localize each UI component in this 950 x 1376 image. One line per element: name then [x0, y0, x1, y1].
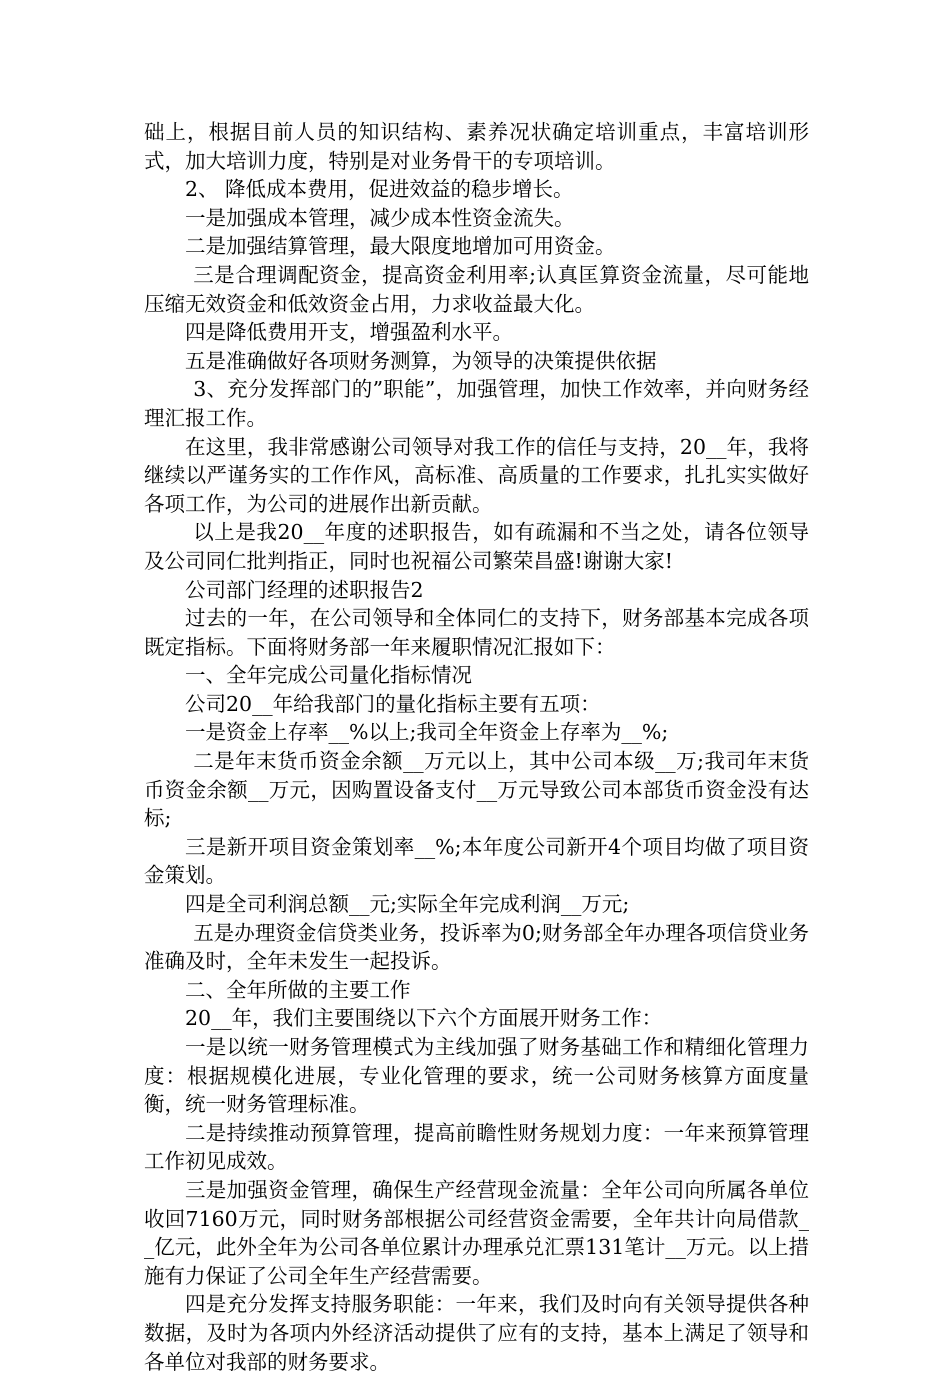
paragraph-six-aspects: 20__年，我们主要围绕以下六个方面展开财务工作： [185, 1006, 663, 1031]
paragraph-gratitude: 在这里，我非常感谢公司领导对我工作的信任与支持，20__年，我将继续以严谨务实的工作作风，高标准、高质量的工作要求，扎扎实实做好各项工作，为公司的进展作出新贡献。 [144, 434, 809, 516]
section-title-report-2: 公司部门经理的述职报告2 [185, 577, 424, 602]
paragraph-work-3: 三是加强资金管理，确保生产经营现金流量：全年公司向所属各单位收回7160万元，同时财务部根据公司经营资金需要，全年共计向局借款__亿元，此外全年为公司各单位累计办理承兑汇票131笔计__万元。以上措施有力保证了公司全年生产经营需要。 [144, 1177, 809, 1288]
paragraph-settlement-management: 二是加强结算管理，最大限度地增加可用资金。 [185, 234, 616, 259]
paragraph-indicator-2: 二是年末货币资金余额__万元以上，其中公司本级__万;我司年末货币资金余额__万元，因购置设备支付__万元导致公司本部货币资金没有达标; [144, 749, 809, 831]
paragraph-training-focus: 础上，根据目前人员的知识结构、素养况状确定培训重点，丰富培训形式，加大培训力度，特别是对业务骨干的专项培训。 [144, 120, 809, 173]
paragraph-intro: 过去的一年，在公司领导和全体同仁的支持下，财务部基本完成各项既定指标。下面将财务部一年来履职情况汇报如下： [144, 606, 809, 659]
paragraph-cost-management: 一是加强成本管理，减少成本性资金流失。 [185, 205, 575, 230]
paragraph-cost-reduction-heading: 2、 降低成本费用，促进效益的稳步增长。 [185, 177, 574, 202]
paragraph-indicator-3: 三是新开项目资金策划率__%;本年度公司新开4个项目均做了项目资金策划。 [144, 834, 809, 888]
paragraph-fund-allocation: 三是合理调配资金，提高资金利用率;认真匡算资金流量，尽可能地压缩无效资金和低效资金占用，力求收益最大化。 [144, 262, 809, 316]
paragraph-work-1: 一是以统一财务管理模式为主线加强了财务基础工作和精细化管理力度：根据规模化进展，专业化管理的要求，统一公司财务核算方面度量衡，统一财务管理标准。 [144, 1035, 809, 1117]
heading-main-work: 二、全年所做的主要工作 [185, 977, 411, 1002]
heading-quantitative-indicators: 一、全年完成公司量化指标情况 [185, 663, 472, 688]
paragraph-department-function: 3、充分发挥部门的”职能”，加强管理，加快工作效率，并向财务经理汇报工作。 [144, 377, 809, 430]
paragraph-work-2: 二是持续推动预算管理，提高前瞻性财务规划力度：一年来预算管理工作初见成效。 [144, 1120, 809, 1174]
paragraph-financial-forecast: 五是准确做好各项财务测算，为领导的决策提供依据 [185, 348, 657, 373]
paragraph-indicator-1: 一是资金上存率__%以上;我司全年资金上存率为__%; [185, 720, 669, 745]
paragraph-five-indicators: 公司20__年给我部门的量化指标主要有五项： [185, 691, 601, 716]
document-body [144, 118, 809, 1376]
paragraph-work-4: 四是充分发挥支持服务职能：一年来，我们及时向有关领导提供各种数据，及时为各项内外经济活动提供了应有的支持，基本上满足了领导和各单位对我部的财务要求。 [144, 1292, 809, 1374]
paragraph-closing: 以上是我20__年度的述职报告，如有疏漏和不当之处，请各位领导及公司同仁批判指正，同时也祝福公司繁荣昌盛!谢谢大家! [144, 520, 809, 573]
paragraph-expense-reduction: 四是降低费用开支，增强盈利水平。 [185, 320, 513, 345]
paragraph-indicator-5: 五是办理资金信贷类业务，投诉率为0;财务部全年办理各项信贷业务准确及时，全年未发生一起投诉。 [144, 920, 809, 974]
paragraph-indicator-4: 四是全司利润总额__元;实际全年完成利润__万元; [185, 892, 630, 917]
